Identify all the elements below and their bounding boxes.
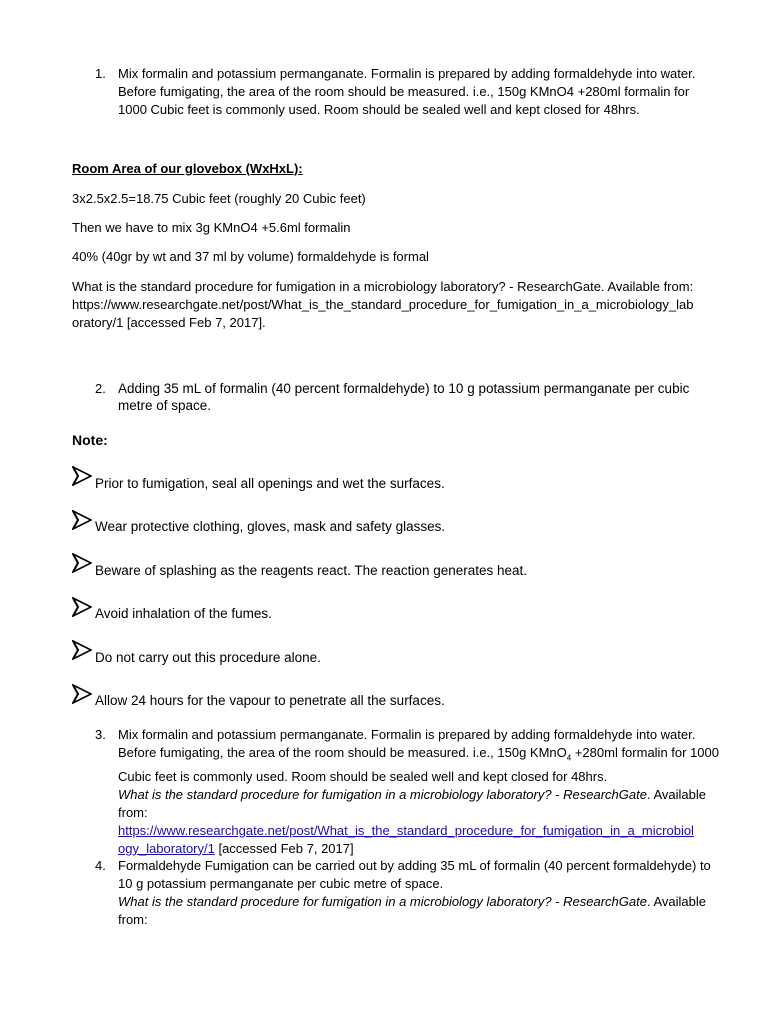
item3-reference	[118, 786, 708, 804]
reference-text: . Available	[646, 786, 706, 802]
reference-line: What is the standard procedure for fumigation in a microbiology laboratory? - ResearchGate. Available from:	[72, 279, 694, 294]
item1-line: Before fumigating, the area of the room should be measured. i.e., 150g KMnO4 +280ml formalin for	[118, 84, 690, 99]
item4-reference	[118, 893, 708, 911]
reference-title: What is the standard procedure for fumigation in a microbiology laboratory? - ResearchGate	[118, 894, 647, 909]
reference-text: from:	[118, 912, 148, 927]
arrow-bullet-icon	[72, 510, 92, 530]
item4-line: 10 g potassium permanganate per cubic metre of space.	[118, 876, 444, 891]
formal-line: 40% (40gr by wt and 37 ml by volume) formaldehyde is formal	[72, 249, 429, 264]
item4-text	[118, 857, 711, 929]
list-number: 2.	[95, 381, 106, 396]
item3-line: Cubic feet is commonly used. Room should be sealed well and kept closed for 48hrs.	[118, 768, 608, 784]
bullet-item: Do not carry out this procedure alone.	[95, 650, 321, 665]
arrow-bullet-icon	[72, 640, 92, 660]
reference-title: What is the standard procedure for fumigation in a microbiology laboratory? - ResearchGate	[118, 786, 647, 802]
reference-line: https://www.researchgate.net/post/What_is_the_standard_procedure_for_fumigation_in_a_microbiology_lab	[72, 297, 694, 312]
item3-line	[118, 744, 719, 768]
reference-link[interactable]: ogy_laboratory/1	[118, 840, 215, 856]
mix-line: Then we have to mix 3g KMnO4 +5.6ml formalin	[72, 220, 351, 235]
note-label: Note:	[72, 432, 108, 448]
arrow-bullet-icon	[72, 466, 92, 486]
bullet-item: Avoid inhalation of the fumes.	[95, 606, 272, 621]
subscript: 4	[566, 753, 572, 763]
item1-line: 1000 Cubic feet is commonly used. Room should be sealed well and kept closed for 48hrs.	[118, 102, 640, 117]
item3-line2-text: Before fumigating, the area of the room should be measured. i.e., 150g KMnO	[118, 745, 567, 760]
bullet-item: Beware of splashing as the reagents react. The reaction generates heat.	[95, 563, 528, 578]
accessed-text: [accessed Feb 7, 2017]	[214, 840, 354, 856]
item1-line: Mix formalin and potassium permanganate. Formalin is prepared by adding formaldehyde into water.	[118, 66, 696, 81]
reference-link[interactable]: https://www.researchgate.net/post/What_is_the_standard_procedure_for_fumigation_in_a_microbiol	[118, 822, 694, 838]
link-line	[118, 840, 708, 858]
arrow-bullet-icon	[72, 684, 92, 704]
item3-line2-text: +280ml formalin for 1000	[571, 745, 719, 760]
bullet-item: Wear protective clothing, gloves, mask and safety glasses.	[95, 519, 446, 534]
list-number: 1.	[95, 66, 106, 81]
reference-text: from:	[118, 804, 148, 820]
item2-line: Adding 35 mL of formalin (40 percent formaldehyde) to 10 g potassium permanganate per cubic	[118, 381, 690, 396]
reference-text: . Available	[646, 894, 706, 909]
item2-text	[118, 380, 718, 414]
reference-line: oratory/1 [accessed Feb 7, 2017].	[72, 315, 266, 330]
item4-line: Formaldehyde Fumigation can be carried out by adding 35 mL of formalin (40 percent formaldehyde) to	[118, 858, 711, 873]
list-number: 4.	[95, 858, 106, 873]
bullet-item: Prior to fumigation, seal all openings and wet the surfaces.	[95, 476, 445, 491]
item2-line: metre of space.	[118, 398, 212, 413]
arrow-bullet-icon	[72, 597, 92, 617]
item3-line: Mix formalin and potassium permanganate. Formalin is prepared by adding formaldehyde into water.	[118, 727, 696, 742]
room-area-heading: Room Area of our glovebox (WxHxL):	[72, 161, 303, 176]
calc-line: 3x2.5x2.5=18.75 Cubic feet (roughly 20 Cubic feet)	[72, 191, 366, 206]
item3-text	[118, 726, 719, 858]
arrow-bullet-icon	[72, 553, 92, 573]
bullet-item: Allow 24 hours for the vapour to penetrate all the surfaces.	[95, 693, 445, 708]
list-number: 3.	[95, 727, 106, 742]
link-line	[118, 822, 708, 840]
item1-text	[118, 65, 718, 119]
